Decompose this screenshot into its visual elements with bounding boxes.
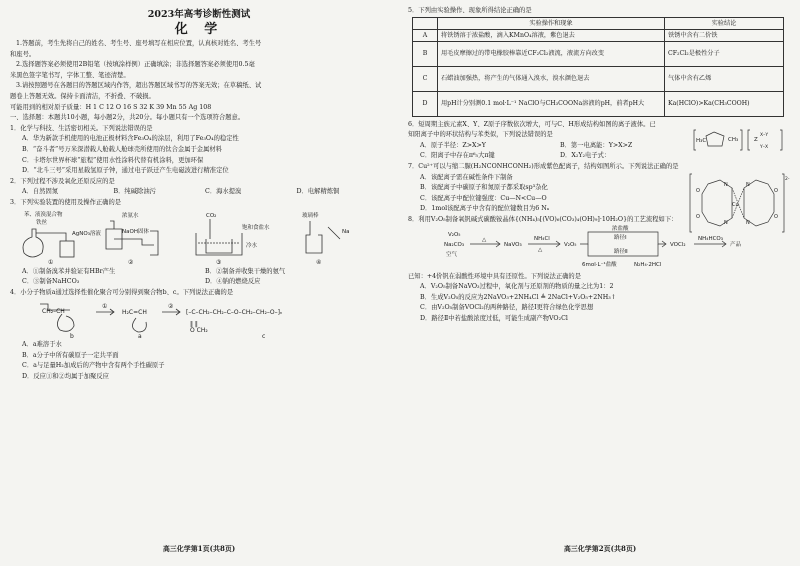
fig-label: 铁丝 [36,219,48,226]
table-cell: D [413,91,438,116]
option-d: D．1mol该配离子中含有的配位键数目为6 Nₐ [420,205,550,213]
instruction-line: 和座号。 [10,50,36,58]
table-cell: Ka(HClO)>Ka(CH₃COOH) [665,91,784,116]
option-d: D．X₂Y₂电子式： [560,152,611,160]
ionic-liquid-figure [694,128,786,152]
fig-label: 饱和食盐水 [242,224,270,231]
option-a: A．V₂O₅制备NaVO₃过程中，氧化剂与还原剂的物质的量之比为1：2 [420,283,614,291]
page-footer: 高三化学第2页(共8页) [563,544,637,553]
table-row [413,66,784,91]
instruction-line: 1.答题前，考生先将自己的姓名、考生号、座号填写在相应位置，认真核对姓名、考生号 [16,40,262,47]
question-2 [10,177,388,198]
option-c: C．③制备NaHCO₃ [22,278,80,286]
table-cell: 用pH计分别测0.1 mol·L⁻¹ NaClO与CH₃COONa溶液的pH，前者pH大 [438,91,665,116]
option-d: D．电解精炼铜 [296,188,340,196]
option-b: B．“奋斗者”号万米深潜载人舱载人舱球壳所使用的钛合金属于金属材料 [22,145,222,153]
fig-label: NaOH固体 [122,228,149,235]
experiment-table [412,17,784,117]
option-a: A．a难溶于水 [22,341,62,349]
svg-text:N: N [746,181,750,188]
fig-label: CO₂ [206,212,217,219]
option-b: B．第一电离能：Y>X>Z [560,141,633,149]
table-cell: 用毛皮摩擦过的带电橡胶棒靠近CF₂Cl₂液流，液流方向改变 [438,41,665,66]
flow-label: V₂O₅ [448,231,461,238]
svg-text:O: O [774,213,778,220]
flow-label: 路径Ⅱ [614,248,628,255]
flow-label: NH₄HCO₃ [698,235,723,242]
flow-label: 6mol·L⁻¹盐酸 [582,261,617,268]
table-cell: 将铁锈溶于浓盐酸，滴入KMnO₄溶液，紫色退去 [438,29,665,41]
question-1 [10,124,388,177]
fig-label: 浓氨水 [122,212,139,219]
question-stem: 3．下列实验装置的使用及操作正确的是 [10,198,122,206]
option-b: B．该配离子中碳原子和氮原子都采取sp³杂化 [420,184,548,192]
flow-label: VOCl₂ [670,241,686,248]
flow-label: V₂O₅ [564,241,577,248]
option-a: A．该配离子需在碱性条件下制备 [420,173,513,181]
svg-text:②: ② [168,303,174,311]
instruction-line: 米黑色签字笔书写，字体工整、笔迹清楚。 [10,71,130,79]
apparatus-2 [106,211,158,266]
svg-text:O: O [696,187,700,194]
apparatus-3 [196,213,270,266]
option-b: B．②制备并收集干燥的氨气 [205,267,286,275]
svg-text:Y–X: Y–X [760,144,769,150]
table-cell: A [413,29,438,41]
option-d: D．路径Ⅱ中若盐酸浓度过低，可能生成副产物VO₂Cl [420,314,568,322]
question-stem: 1．化学与科技、生活密切相关。下列说法错误的是 [10,124,153,132]
polymer-structures-figure [10,298,380,340]
fig-label-b: b [70,333,74,341]
svg-text:O: O [696,213,700,220]
question-stem: 5．下列由实验操作、现象所得结论正确的是 [408,7,532,14]
svg-text:O CH₂: O CH₂ [190,327,208,335]
table-header [413,17,438,29]
question-stem: 知阳离子中的环状结构与苯类似，下列说法错误的是 [408,131,553,139]
fig-number: ① [48,258,54,266]
table-cell: 铁锈中含有二价铁 [665,29,784,41]
fig-label-a: a [138,333,142,341]
exam-title: 2023年高考诊断性测试 [147,9,251,20]
option-c: C．由V₂O₅制备VOCl₂的两种路径，路径Ⅰ更符合绿色化学思想 [420,304,594,312]
question-note: 已知：+4价钒在弱酸性环境中具有还原性。下列说法正确的是 [408,272,582,280]
option-b: B．a分子中所有碳原子一定共平面 [22,351,119,359]
page-1 [10,6,388,558]
instruction-line: 题卷上答题无效。保持卡面清洁，不折叠、不破损。 [10,92,155,100]
svg-text:X–Y: X–Y [760,132,769,138]
svg-text:△: △ [482,236,487,243]
flow-label: NH₄Cl [534,235,550,242]
option-a: A．①制备溴苯并验证有HBr产生 [22,267,116,275]
flow-label: Na₂CO₃ [444,241,465,248]
option-a: A．自然固氮 [22,188,59,196]
table-header: 实验操作和现象 [438,17,665,29]
instruction-line: 2.选择题答案必须使用2B铅笔（按填涂样例）正确填涂；非选择题答案必须使用0.5毫 [16,61,255,69]
fig-number: ② [128,258,134,266]
fig-label-c: c [262,333,266,341]
table-cell: B [413,41,438,66]
fig-number: ④ [316,258,322,266]
copper-complex-figure [688,172,788,234]
option-c: C．卡塔尔世界杯球“旅程”使用水性涂料代替有机涂料，更加环保 [22,156,204,164]
svg-text:Cu: Cu [732,201,739,208]
option-d: D．反应①和②均属于加聚反应 [22,373,109,381]
question-5 [408,6,792,117]
question-3 [10,198,388,288]
table-cell: C [413,66,438,91]
fig-label: 冷水 [246,242,258,249]
fig-label: AgNO₃溶液 [72,230,101,237]
option-b: B．纯碱除油污 [113,188,156,196]
table-row [413,29,784,41]
table-row [413,41,784,66]
svg-text:N: N [746,219,750,226]
option-a: A．华为新款手机使用的电池正极材料含Fe₃O₄的涂层，利用了Fe₃O₄的稳定性 [22,135,239,143]
svg-text:[–C–CH₂–CH₂–C–O–CH₂–CH₂–O–]ₙ: [–C–CH₂–CH₂–C–O–CH₂–CH₂–O–]ₙ [186,309,283,317]
option-c: C．a与足量H₂加成后的产物中含有两个手性碳原子 [22,362,165,370]
option-a: A．原子半径：Z>X>Y [420,141,486,149]
table-cell: CF₂Cl₂是极性分子 [665,41,784,66]
option-d: D．④钠的燃烧反应 [205,278,261,286]
svg-text:H₃C: H₃C [696,137,707,144]
option-d: D．“北斗三号”采用星载氢原子钟，通过电子跃迁产生电磁波进行精准定位 [22,167,229,175]
apparatus-1 [23,210,101,266]
svg-text:O: O [774,187,778,194]
subject-title: 化 学 [174,22,224,37]
flow-label: 浓盐酸 [612,225,629,232]
question-stem: 6．短周期主族元素X、Y、Z原子序数依次增大，可与C、H形成结构如图的离子液体。已 [408,120,656,128]
flow-label: 路径Ⅰ [614,234,627,241]
svg-text:①: ① [102,303,108,311]
option-b: B．生成V₂O₅的反应为2NaVO₃+2NH₄Cl ≜ 2NaCl+V₂O₅+2NH₃↑ [420,293,616,301]
flow-label: N₂H₄·2HCl [634,261,662,268]
flow-label: 产品 [730,241,742,248]
instructions [10,39,388,113]
fig-label: 苯、液溴混合物 [24,211,63,218]
question-stem: 8．利用V₂O₅制备氧钒碱式碳酸铵晶体{(NH₄)₅[(VO)₆(CO₃)₄(OH)₉]·10H₂O}的工艺流程如下： [408,215,678,223]
flow-label: 空气 [446,251,458,258]
svg-text:‖ ‖: ‖ ‖ [190,321,198,329]
apparatus-4 [302,211,350,266]
option-c: C．海水提溴 [205,188,242,196]
svg-text:2-: 2- [785,176,790,182]
table-header-row [413,17,784,29]
apparatus-figure [10,209,380,267]
table-header: 实验结论 [665,17,784,29]
svg-text:N: N [724,181,728,188]
question-6 [408,120,792,162]
atomic-masses: 可能用到的相对原子质量：H 1 C 12 O 16 S 32 K 39 Mn 55 Ag 108 [10,103,212,111]
table-row [413,91,784,116]
flow-label: NaVO₃ [504,241,522,248]
svg-text:H₂C=CH: H₂C=CH [122,309,147,317]
svg-text:CH₂–CH: CH₂–CH [42,308,65,316]
option-c: C．阳离子中存在π⁶₅大π键 [420,152,495,160]
fig-label: CH₃ [728,136,739,143]
fig-label: 玻璃棒 [302,212,319,219]
svg-text:Z: Z [754,136,758,143]
fig-number: ③ [216,258,222,266]
question-stem: 2．下列过程不涉及氧化还原反应的是 [10,177,115,185]
table-cell: 气体中含有乙烯 [665,66,784,91]
page-2 [408,6,792,558]
question-stem: 4．小分子物质a通过选择性催化聚合可分别得到聚合物b、c。下列说法正确的是 [10,288,234,296]
instruction-line: 3.请按照题号在各题目的答题区域内作答，超出答题区域书写的答案无效；在草稿纸、试 [16,82,262,90]
option-c: C．该配离子中配位键强度：Cu—N<Cu—O [420,194,547,202]
svg-text:△: △ [538,246,543,253]
table-cell: 石蜡油加强热，将产生的气体通入溴水，溴水颜色退去 [438,66,665,91]
question-4 [10,288,388,383]
svg-text:N: N [724,219,728,226]
question-stem: 7．Cu²⁺可以与缩二脲(H₂NCONHCONH₂)形成紫色配离子，结构如图所示。下列说法正确的是 [408,162,679,170]
fig-label: Na [342,228,350,235]
section-heading: 一、选择题：本题共10小题，每小题2分，共20分。每小题只有一个选项符合题意。 [10,114,245,122]
page-footer: 高三化学第1页(共8页) [162,544,236,553]
